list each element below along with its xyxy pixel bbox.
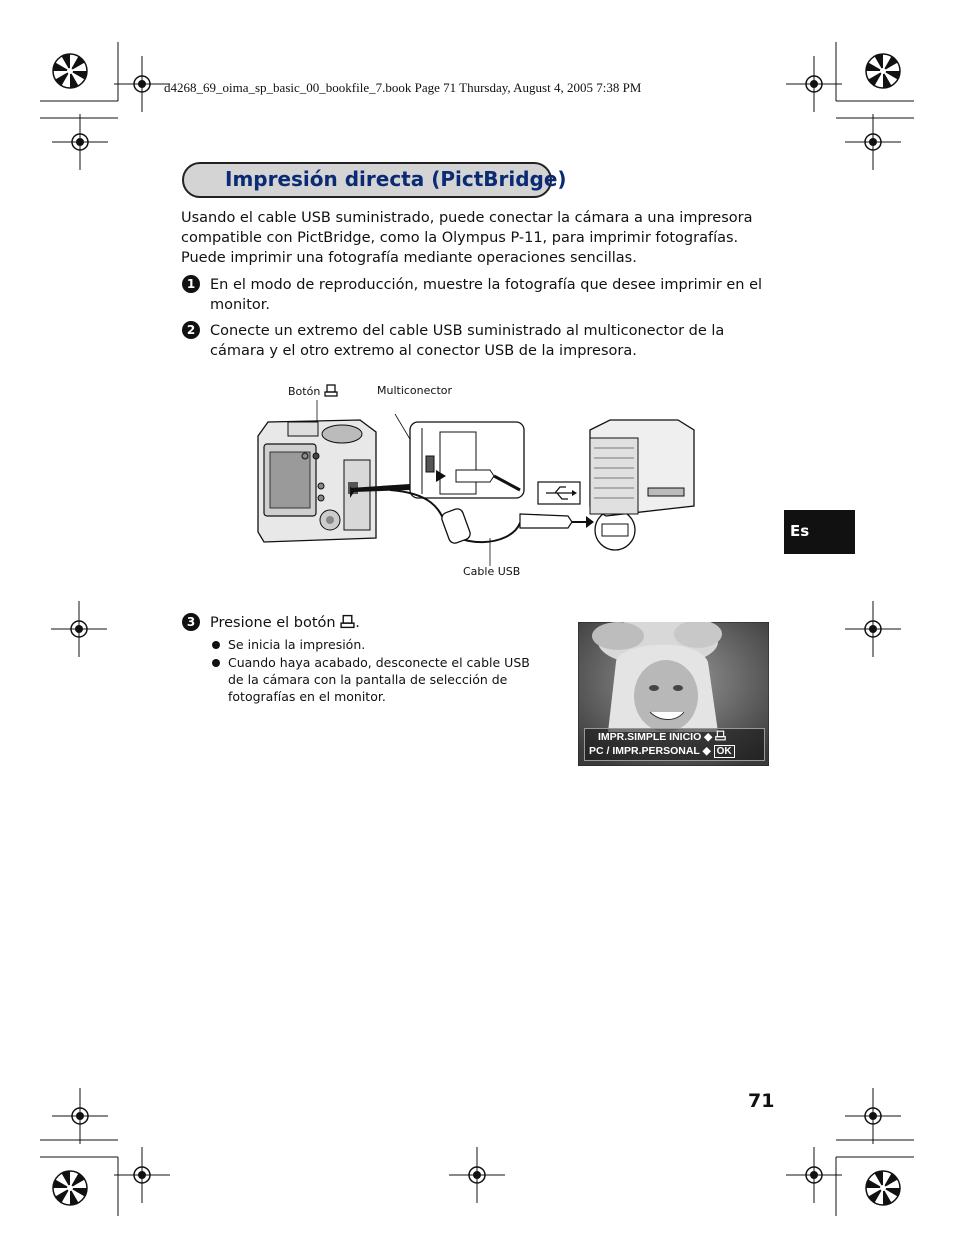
diagram-button-label: Botón [288,384,338,398]
bullet-dot [212,659,220,667]
intro-paragraph: Usando el cable USB suministrado, puede conectar la cámara a una impresora compatible con PictBridge, como la Olympus P-11, para imprimir fotografías. Puede imprimir una fotografía mediante operaciones sencillas. [181,210,753,266]
print-icon [715,730,726,741]
bullet-item-2: Cuando haya acabado, desconecte el cable USB de la cámara con la pantalla de selección de fotografías en el monitor. [228,655,530,704]
osd-line-custom-print[interactable]: PC / IMPR.PERSONAL ◆ OK [589,745,735,758]
file-info-header: d4268_69_oima_sp_basic_00_bookfile_7.book Page 71 Thursday, August 4, 2005 7:38 PM [164,80,642,95]
osd-line-simple-print[interactable]: IMPR.SIMPLE INICIO ◆ [598,730,726,743]
step-2-text: Conecte un extremo del cable USB suministrado al multiconector de la cámara y el otro extremo al conector USB de la impresora. [210,323,725,359]
connection-diagram [250,398,710,566]
step-3-suffix: . [355,615,360,631]
step-3-number: 3 [182,613,200,631]
printer-illustration [590,420,694,516]
step-1-number: 1 [182,275,200,293]
bullet-dot [212,641,220,649]
bullet-item-1: Se inicia la impresión. [228,637,366,652]
ok-button-glyph: OK [714,745,735,758]
step-1-text: En el modo de reproducción, muestre la fotografía que desee imprimir en el monitor. [210,277,763,313]
diagram-multiconnector-label: Multiconector [377,384,453,397]
step-3-label: Presione el botón [210,615,336,631]
camera-illustration [258,420,376,542]
step-3-text [210,613,360,633]
diagram-cable-label: Cable USB [463,565,521,578]
print-icon [340,614,355,629]
section-title: Impresión directa (PictBridge) [225,167,567,191]
print-icon [324,384,338,397]
language-tab-label: Es [790,522,810,540]
step-2-number: 2 [182,321,200,339]
page-number: 71 [748,1090,775,1112]
